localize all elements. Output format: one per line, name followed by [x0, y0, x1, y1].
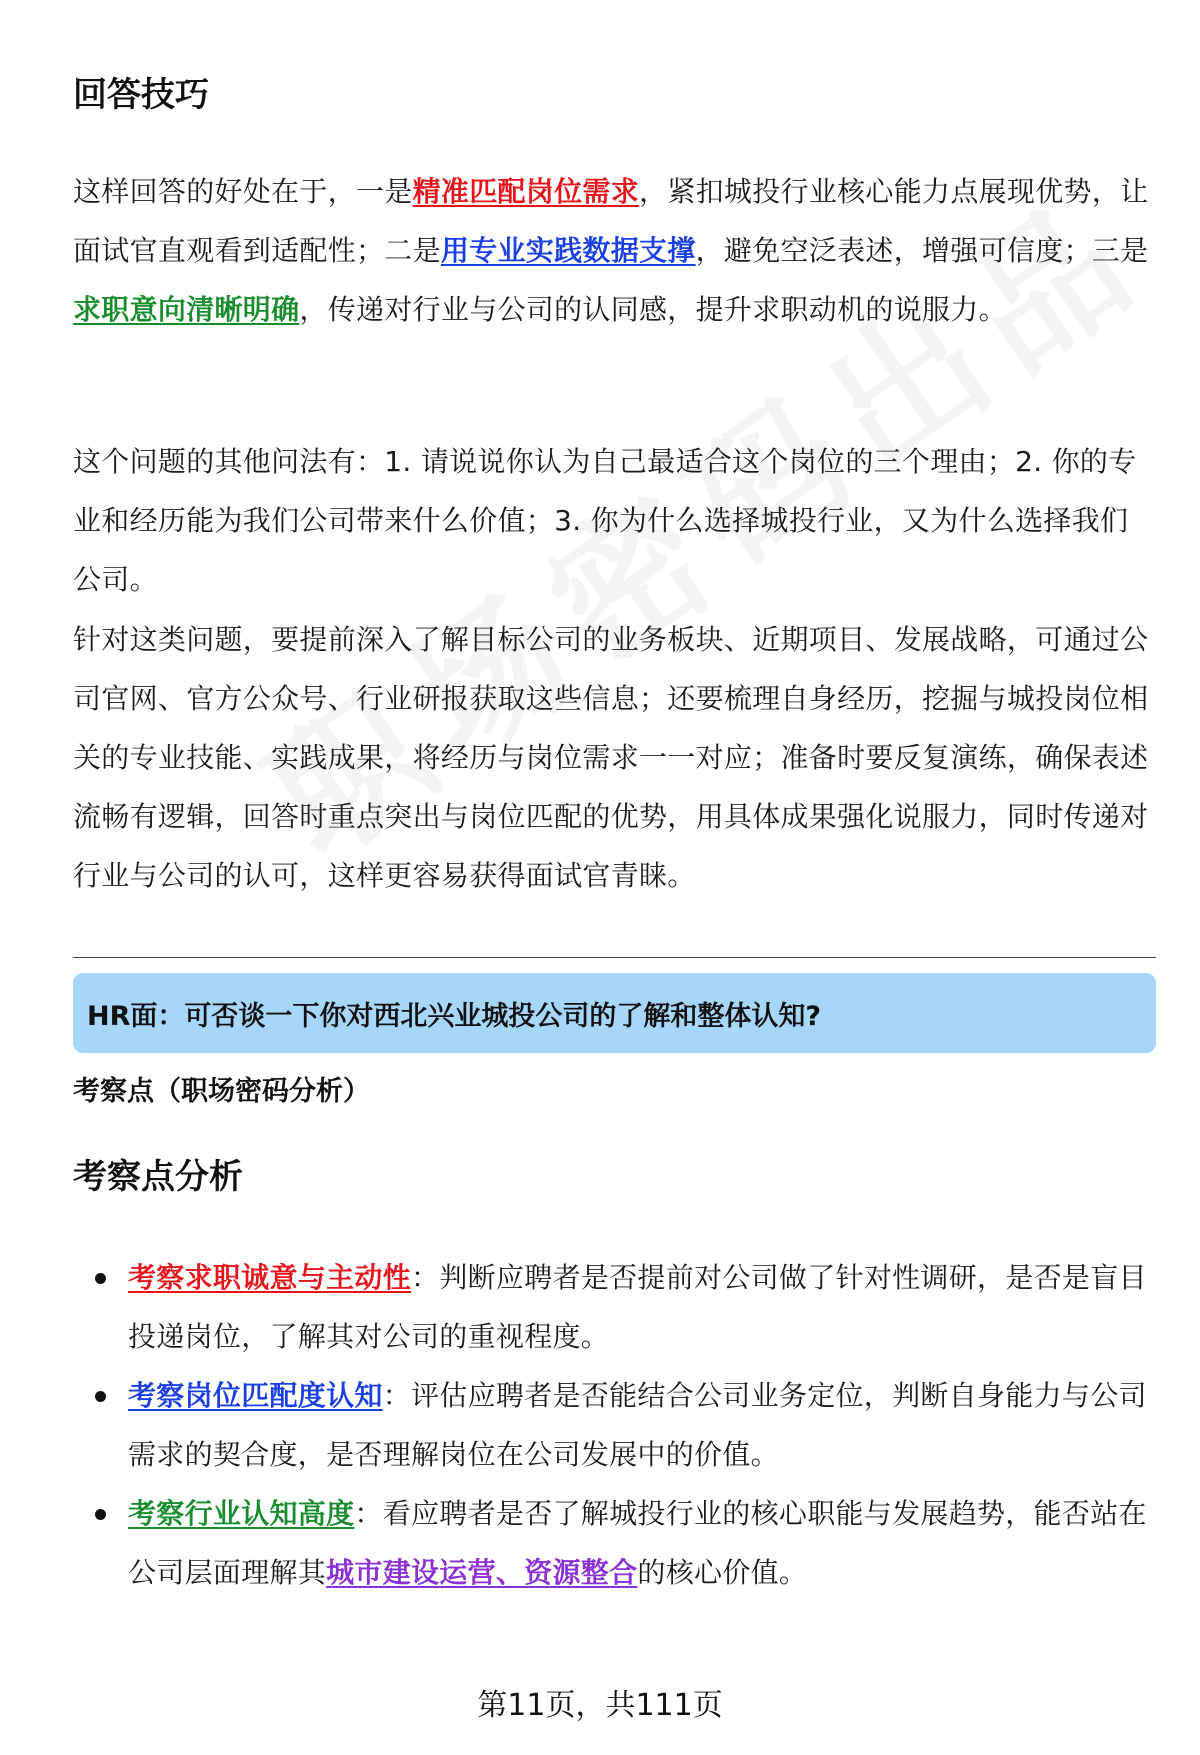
- list-item: [73, 1366, 1156, 1484]
- list-item-text: ：判断应聘者是否提前对公司做了针对性调研，是否是盲目投递岗位，了解其对公司的重视程度。: [128, 1261, 1147, 1353]
- answer-benefits-paragraph: [73, 162, 1156, 339]
- highlight-city-operation: 城市建设运营、资源整合: [326, 1556, 638, 1589]
- bullet-icon: [95, 1391, 106, 1402]
- page-number-footer: 第11页，共111页: [477, 1688, 723, 1723]
- alternative-questions-paragraph: 这个问题的其他问法有：1. 请说说你认为自己最适合这个岗位的三个理由；2. 你的专业和经历能为我们公司带来什么价值；3. 你为什么选择城投行业，又为什么选择我们公司。: [73, 445, 1137, 596]
- text-segment: ，紧扣城投行业核心能力点展现优势，让面试官直观看到适配性；二是: [73, 175, 1149, 267]
- analysis-label: 考察点（职场密码分析）: [73, 1076, 370, 1107]
- question-text: HR面：可否谈一下你对西北兴业城投公司的了解和整体认知?: [87, 1000, 822, 1032]
- question-box: [73, 973, 1156, 1053]
- highlight-precise-match: 精准匹配岗位需求: [412, 175, 640, 208]
- highlight-industry-awareness: 考察行业认知高度: [128, 1497, 355, 1530]
- text-segment: ，传递对行业与公司的认同感，提升求职动机的说服力。: [299, 293, 1007, 326]
- bullet-icon: [95, 1273, 106, 1284]
- list-item-text: ：评估应聘者是否能结合公司业务定位，判断自身能力与公司需求的契合度，是否理解岗位在公司发展中的价值。: [128, 1379, 1147, 1471]
- bullet-icon: [95, 1509, 106, 1520]
- list-item: [73, 1484, 1156, 1602]
- highlight-sincerity: 考察求职诚意与主动性: [128, 1261, 412, 1294]
- highlight-data-support: 用专业实践数据支撑: [440, 234, 696, 267]
- analysis-points-list: [73, 1248, 1156, 1602]
- list-item-text: ：看应聘者是否了解城投行业的核心职能与发展趋势，能否站在公司层面理解其: [128, 1497, 1147, 1589]
- section-divider: [73, 957, 1156, 958]
- list-item-text: 的核心价值。: [637, 1556, 808, 1589]
- preparation-advice-paragraph: 针对这类问题，要提前深入了解目标公司的业务板块、近期项目、发展战略，可通过公司官网、官方公众号、行业研报获取这些信息；还要梳理自身经历，挖掘与城投岗位相关的专业技能、实践成果，将经历与岗位需求一一对应；准备时要反复演练，确保表述流畅有逻辑，回答时重点突出与岗位匹配的优势，用具体成果强化说服力，同时传递对行业与公司的认可，这样更容易获得面试官青睐。: [73, 623, 1149, 892]
- text-segment: ，避免空泛表述，增强可信度；三是: [695, 234, 1149, 267]
- list-item: [73, 1248, 1156, 1366]
- section-title-analysis: 考察点分析: [73, 1157, 243, 1197]
- text-segment: 这样回答的好处在于，一是: [73, 175, 413, 208]
- highlight-fit-awareness: 考察岗位匹配度认知: [128, 1379, 383, 1412]
- section-title-answer-tips: 回答技巧: [73, 75, 209, 115]
- highlight-clear-intent: 求职意向清晰明确: [73, 293, 300, 326]
